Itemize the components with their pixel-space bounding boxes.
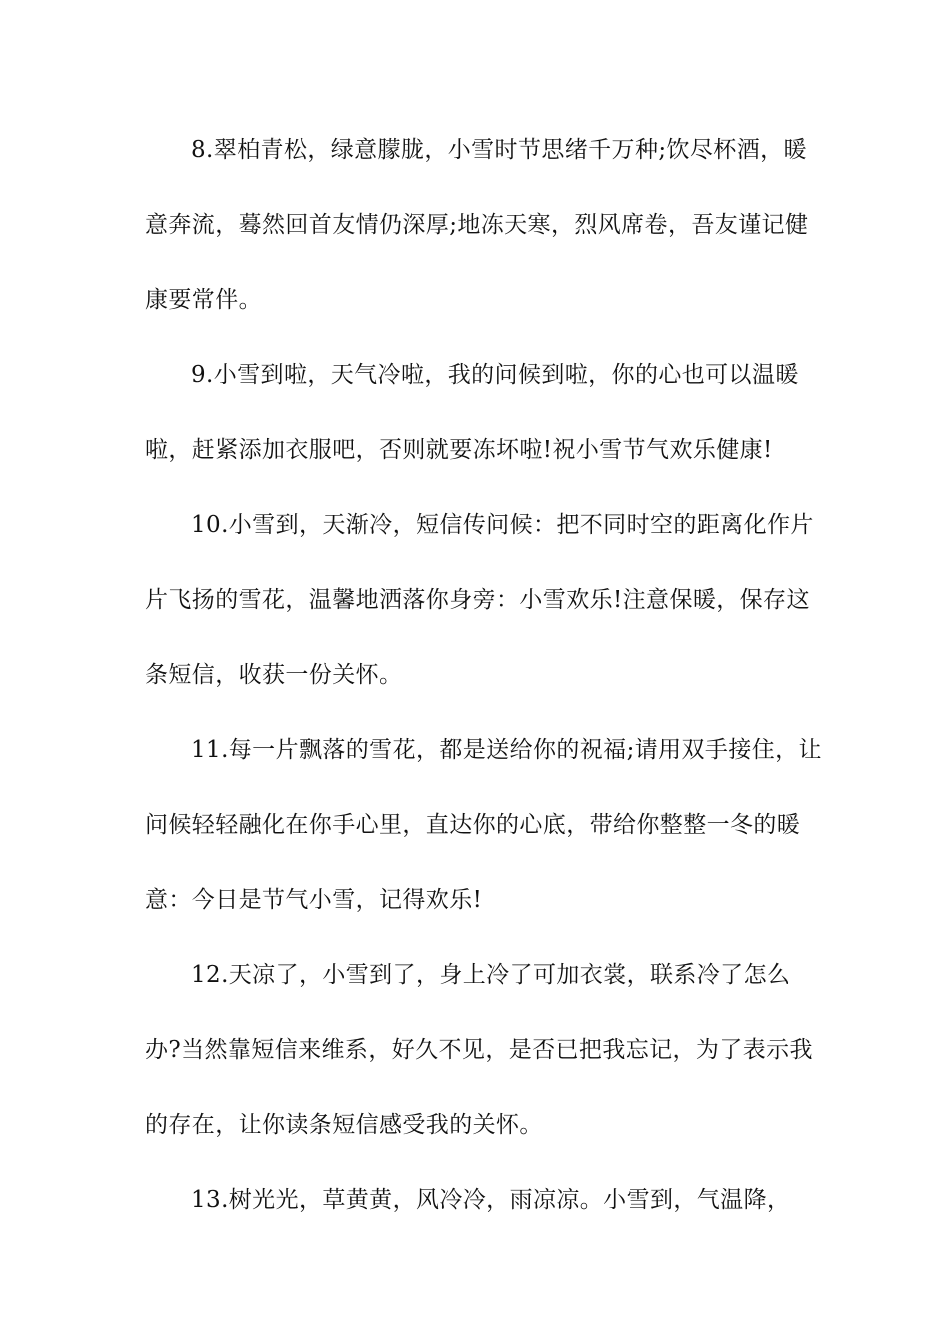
paragraph-13: 13.树光光，草黄黄，风冷冷，雨凉凉。小雪到，气温降， xyxy=(191,1187,791,1213)
paragraph-8: 8.翠柏青松，绿意朦胧，小雪时节思绪千万种;饮尽杯酒，暖意奔流，蓦然回首友情仍深厚;地冻天寒，烈风席卷，吾友谨记健康要常伴。 xyxy=(145,137,809,313)
paragraph-9: 9.小雪到啦，天气冷啦，我的问候到啦，你的心也可以温暖啦，赶紧添加衣服吧，否则就要冻坏啦!祝小雪节气欢乐健康! xyxy=(145,362,799,463)
paragraph-10: 10.小雪到，天渐冷，短信传问候：把不同时空的距离化作片片飞扬的雪花，温馨地洒落你身旁：小雪欢乐!注意保暖，保存这条短信，收获一份关怀。 xyxy=(145,512,814,688)
paragraph-11: 11.每一片飘落的雪花，都是送给你的祝福;请用双手接住，让问候轻轻融化在你手心里，直达你的心底，带给你整整一冬的暖意：今日是节气小雪，记得欢乐! xyxy=(145,737,822,913)
paragraph-12: 12.天凉了，小雪到了，身上冷了可加衣裳，联系冷了怎么办?当然靠短信来维系，好久不见，是否已把我忘记，为了表示我的存在，让你读条短信感受我的关怀。 xyxy=(145,962,813,1138)
